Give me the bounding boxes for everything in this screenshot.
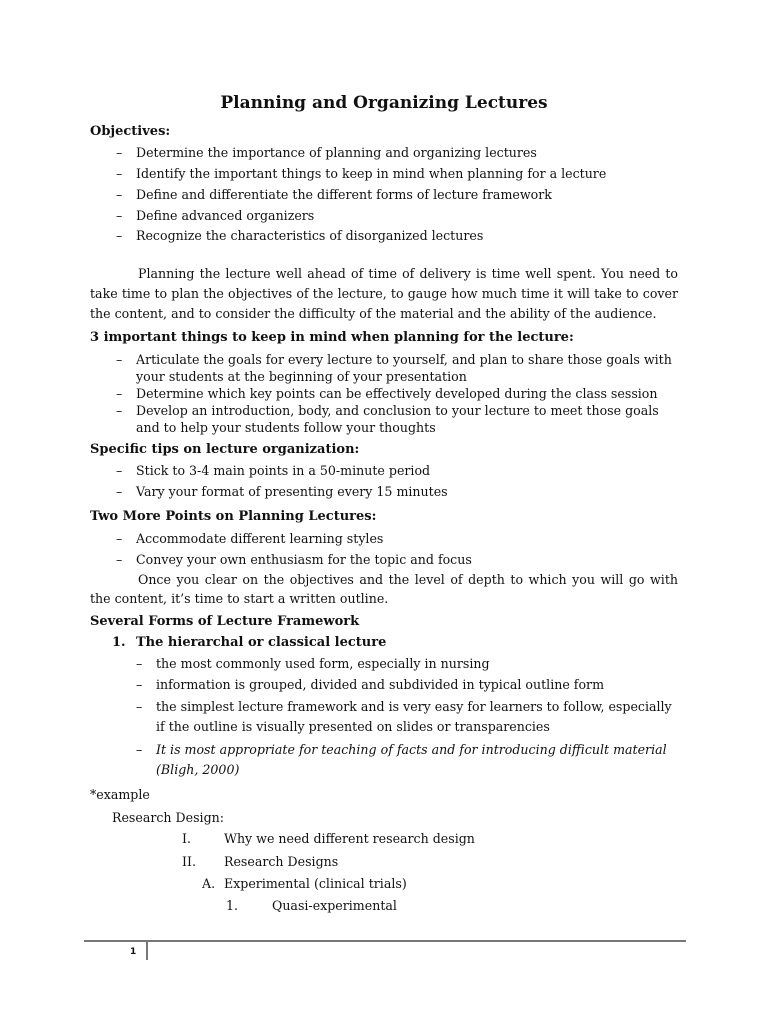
list-item: – Vary your format of presenting every 15 minutes	[90, 483, 678, 501]
outline-paragraph: Once you clear on the objectives and the level of depth to which you will go with the content, it’s time to start a written outline.	[90, 572, 678, 606]
list-item: – Develop an introduction, body, and conclusion to your lecture to meet those goals and to help your students follow your thoughts	[90, 402, 678, 436]
framework-1-title: The hierarchal or classical lecture	[136, 635, 387, 651]
two-more-heading: Two More Points on Planning Lectures:	[90, 509, 377, 525]
page-title: Planning and Organizing Lectures	[220, 93, 548, 113]
list-item: – the simplest lecture framework and is very easy for learners to follow, especially if the outline is visually presented on slides or transparencies	[90, 697, 678, 737]
objectives-list	[90, 144, 678, 245]
specific-tips-list	[90, 462, 678, 501]
outline-text: Quasi-experimental	[272, 898, 397, 914]
framework-1-heading	[90, 634, 678, 653]
page-number: 1	[130, 947, 137, 957]
example-label: *example	[90, 786, 150, 802]
footer-divider	[146, 942, 148, 960]
footer-rule	[84, 940, 686, 942]
outline-marker: 1.	[226, 898, 239, 914]
outline-marker: II.	[182, 853, 196, 869]
list-item: – Articulate the goals for every lecture to yourself, and plan to share those goals with your students at the beginning of your presentation	[90, 351, 678, 385]
outline-row-1	[90, 830, 678, 848]
list-item: – the most commonly used form, especially in nursing	[90, 655, 678, 673]
three-things-heading: 3 important things to keep in mind when planning for the lecture:	[90, 330, 574, 346]
outline-text: Research Designs	[224, 853, 339, 869]
outline-marker: A.	[202, 875, 216, 891]
list-item: – Define advanced organizers	[90, 207, 678, 225]
objectives-heading: Objectives:	[90, 123, 171, 139]
list-item: – Accommodate different learning styles	[90, 530, 678, 548]
frameworks-heading: Several Forms of Lecture Framework	[90, 613, 360, 629]
document-page	[90, 92, 678, 919]
two-more-list	[90, 530, 678, 569]
list-item: – Define and differentiate the different forms of lecture framework	[90, 186, 678, 204]
framework-1-list	[90, 655, 678, 780]
outline-text: Experimental (clinical trials)	[224, 875, 407, 891]
intro-paragraph: Planning the lecture well ahead of time of delivery is time well spent. You need to take time to plan the objectives of the lecture, to gauge how much time it will take to cover the content, and to consider the difficulty of the material and the ability of the audience.	[90, 266, 678, 322]
outline-row-2	[90, 853, 678, 871]
list-item-italic: – It is most appropriate for teaching of facts and for introducing difficult material (Bligh, 2000)	[90, 740, 678, 780]
list-item: – Convey your own enthusiasm for the topic and focus	[90, 551, 678, 569]
outline-marker: I.	[182, 831, 191, 847]
list-item: – information is grouped, divided and subdivided in typical outline form	[90, 676, 678, 694]
three-things-list	[90, 351, 678, 436]
list-item: – Stick to 3-4 main points in a 50-minute period	[90, 462, 678, 480]
outline-row-4	[90, 897, 678, 915]
outline-row-3	[90, 875, 678, 893]
list-item: – Recognize the characteristics of disorganized lectures	[90, 227, 678, 245]
list-item: – Determine which key points can be effectively developed during the class session	[90, 385, 678, 402]
example-subject: Research Design:	[112, 810, 225, 826]
specific-tips-heading: Specific tips on lecture organization:	[90, 441, 360, 457]
list-item: – Identify the important things to keep in mind when planning for a lecture	[90, 165, 678, 183]
list-item: – Determine the importance of planning and organizing lectures	[90, 144, 678, 162]
outline-text: Why we need different research design	[224, 831, 475, 847]
framework-1-number: 1.	[112, 635, 126, 651]
